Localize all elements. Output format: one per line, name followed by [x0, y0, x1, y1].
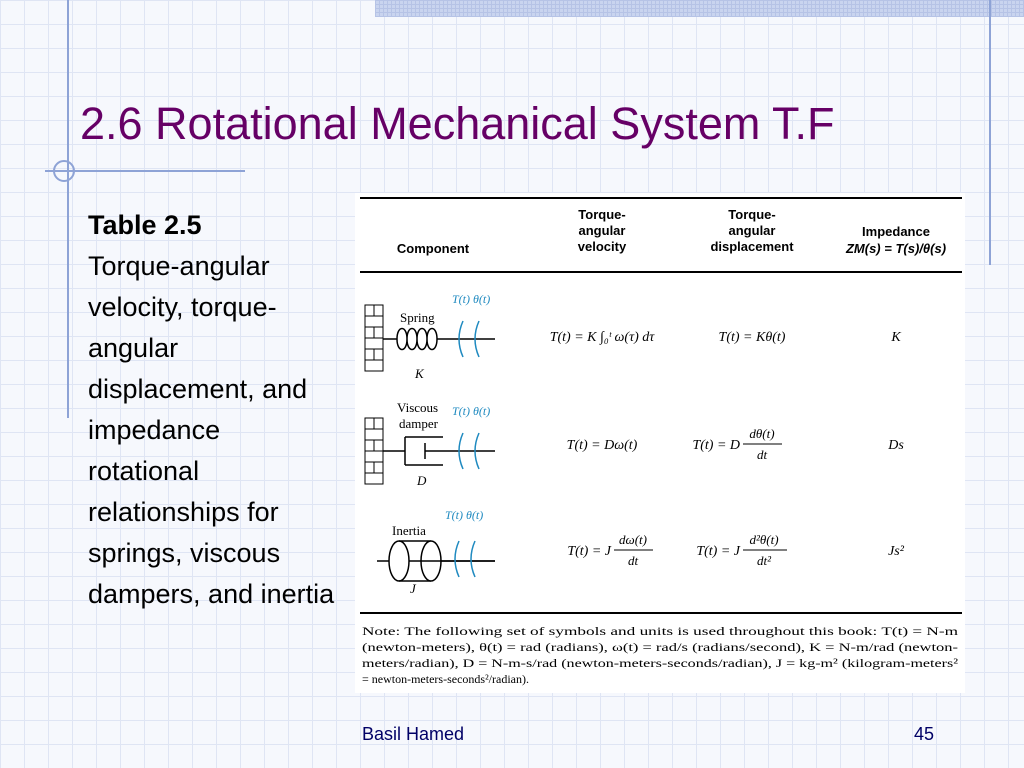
inertia-displacement-lhs: T(t) = J [696, 544, 740, 559]
damper-label-line2: damper [399, 416, 438, 431]
inertia-velocity-num: dω(t) [619, 532, 647, 547]
top-decorative-band [375, 0, 1024, 17]
inertia-label: Inertia [392, 523, 426, 538]
note-line-1: Note: The following set of symbols and units is used throughout this book: T(t) = N-m [362, 624, 959, 638]
damper-impedance: Ds [888, 438, 904, 453]
header-velocity-3: velocity [577, 239, 627, 254]
header-impedance-1: Impedance [862, 224, 930, 239]
spring-wall-icon [365, 305, 383, 371]
spring-torque-label: T(t) θ(t) [452, 292, 491, 306]
inertia-displacement-num: d²θ(t) [749, 532, 779, 547]
inertia-velocity-lhs: T(t) = J [567, 544, 611, 559]
spring-impedance: K [891, 330, 901, 345]
header-component: Component [396, 241, 470, 256]
damper-symbol: D [417, 473, 427, 488]
page-number: 45 [914, 724, 935, 744]
damper-displacement-lhs: T(t) = D [692, 438, 740, 453]
inertia-displacement-den: dt² [756, 553, 772, 568]
inertia-impedance: Js² [888, 544, 904, 559]
damper-dashpot-icon [383, 437, 495, 465]
header-displacement-1: Torque- [728, 207, 776, 222]
table-caption [88, 205, 338, 615]
header-displacement-2: angular [728, 223, 776, 238]
header-impedance-2: ZM(s) = T(s)/θ(s) [845, 241, 947, 256]
row-spring [365, 292, 901, 381]
header-velocity-2: angular [578, 223, 626, 238]
damper-torque-label: T(t) θ(t) [452, 404, 491, 418]
spring-coil-icon [383, 329, 495, 350]
table-svg [355, 193, 965, 693]
spring-label: Spring [400, 310, 435, 325]
table-figure [355, 193, 965, 693]
footer-author: Basil Hamed [362, 724, 465, 744]
inertia-cylinder-icon [377, 541, 495, 581]
header-displacement-3: displacement [710, 239, 794, 254]
spring-displacement-eq: T(t) = Kθ(t) [718, 330, 786, 345]
slide-title: 2.6 Rotational Mechanical System T.F [80, 98, 835, 149]
damper-velocity-eq: T(t) = Dω(t) [566, 438, 638, 453]
inertia-torque-label: T(t) θ(t) [445, 508, 484, 522]
row-damper [365, 400, 904, 488]
inertia-symbol: J [410, 581, 416, 596]
row-inertia [377, 508, 905, 596]
note-line-3: meters/radian), D = N-m-s/rad (newton-meters-seconds/radian), J = kg-m² (kilogram-meters² [362, 656, 959, 670]
right-accent-line [989, 0, 991, 265]
note-line-2: (newton-meters), θ(t) = rad (radians), ω(t) = rad/s (radians/second), K = N-m/rad (newton- [362, 640, 958, 654]
damper-wall-icon [365, 418, 383, 484]
caption-body: Torque-angular velocity, torque-angular displacement, and impedance rotational relationships for springs, viscous dampers, and inertia [88, 251, 335, 609]
damper-label-line1: Viscous [397, 400, 439, 415]
inertia-velocity-den: dt [627, 553, 639, 568]
left-accent-line [67, 0, 69, 418]
damper-displacement-num: dθ(t) [749, 426, 775, 441]
spring-velocity-eq: T(t) = K ∫₀ᵗ ω(τ) dτ [549, 330, 655, 345]
crosshair-ornament [53, 160, 75, 182]
damper-displacement-den: dt [756, 447, 768, 462]
caption-title: Table 2.5 [88, 210, 202, 240]
header-velocity-1: Torque- [578, 207, 626, 222]
title-underline [45, 170, 245, 172]
spring-symbol: K [415, 366, 424, 381]
note-line-4: = newton-meters-seconds²/radian). [362, 672, 529, 686]
inertia-rotation-arrow-icon [455, 541, 475, 577]
